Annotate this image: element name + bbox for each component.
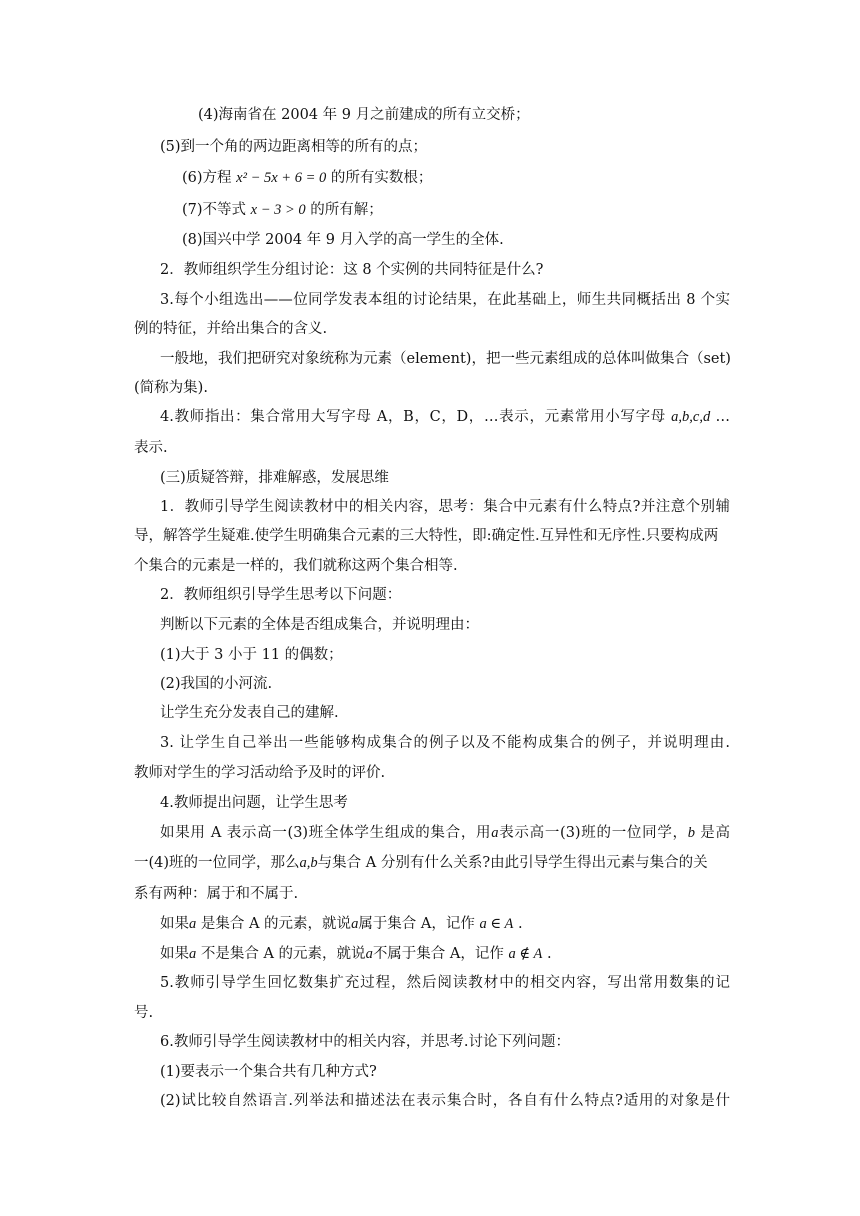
text-fragment: 属于集合 A，记作 [358,916,480,932]
text-fragment: (6)方程 [182,170,237,186]
text-line: (简称为集). [134,380,208,396]
text-line: 6.教师引导学生阅读教材中的相关内容，并思考.讨论下列问题： [160,1034,570,1050]
equation: a ∉ A [508,946,543,962]
text-fragment: 4.教师指出：集合常用大写字母 A，B，C，D，…表示，元素常用小写字母 [160,409,672,425]
text-line: (1)大于 3 小于 11 的偶数； [160,647,343,663]
text-line: 系有两种：属于和不属于. [134,886,299,902]
text-line: (1)要表示一个集合共有几种方式? [160,1064,377,1080]
text-line: (8)国兴中学 2004 年 9 月入学的高一学生的全体. [182,232,504,248]
text-fragment: 是高 [694,825,731,841]
text-line: (2)我国的小河流. [160,676,273,692]
variable: a [351,916,359,932]
text-line: 例的特征，并给出集合的含义. [134,321,328,337]
text-fragment: 如果 [160,916,189,932]
text-line-with-equation [134,855,708,871]
text-line-with-equation [160,917,523,932]
text-line: 一般地，我们把研究对象统称为元素（element)，把一些元素组成的总体叫做集合（set) [160,351,731,367]
variable: a [365,946,373,962]
equation: x² − 5x + 6 = 0 [236,170,327,186]
variable: b [687,825,695,841]
text-fragment: … [710,409,731,425]
text-line: 让学生充分发表自己的建解. [160,705,339,721]
text-line: 3. 让学生自己举出一些能够构成集合的例子以及不能构成集合的例子，并说明理由. [160,735,730,751]
equation: a,b,c,d [671,409,711,425]
text-line-with-equation [160,947,552,962]
variable: a,b [299,855,318,871]
text-line: 2．教师组织引导学生思考以下问题： [160,587,402,603]
variable: a [491,825,499,841]
variable: a [189,946,197,962]
text-line: (5)到一个角的两边距离相等的所有的点； [160,139,428,155]
text-fragment: 如果用 A 表示高一(3)班全体学生组成的集合，用 [160,825,492,841]
section-heading: (三)质疑答辩，排难解惑，发展思维 [160,470,389,486]
text-line: 表示. [134,440,168,456]
text-line: (4)海南省在 2004 年 9 月之前建成的所有立交桥； [198,107,530,123]
text-fragment: . [513,916,523,932]
text-line: 4.教师提出问题，让学生思考 [160,795,348,811]
text-fragment: (7)不等式 [182,202,251,218]
text-line: 判断以下元素的全体是否组成集合，并说明理由： [160,617,479,633]
text-fragment: 一(4)班的一位同学，那么 [134,855,300,871]
text-fragment: 不是集合 A 的元素，就说 [196,946,366,962]
variable: a [189,916,197,932]
text-line: 1．教师引导学生阅读教材中的相关内容，思考：集合中元素有什么特点?并注意个别辅 [160,499,730,515]
text-fragment: 与集合 A 分别有什么关系?由此引导学生得出元素与集合的关 [317,855,708,871]
text-line: 导，解答学生疑难.使学生明确集合元素的三大特性，即:确定性.互异性和无序性.只要构成两 [134,528,719,544]
text-fragment: 的所有解； [305,202,383,218]
text-fragment: 表示高一(3)班的一位同学， [498,825,688,841]
text-line: (2)试比较自然语言.列举法和描述法在表示集合时，各自有什么特点?适用的对象是什 [160,1093,730,1109]
text-line-with-equation [160,826,730,841]
text-fragment: 是集合 A 的元素，就说 [196,916,352,932]
text-line: 教师对学生的学习活动给予及时的评价. [134,765,386,781]
text-fragment: 的所有实数根； [326,170,433,186]
equation: a ∈ A [479,916,514,932]
text-line-with-equation [182,203,383,218]
text-fragment: 如果 [160,946,189,962]
text-line-with-equation [160,410,730,425]
text-line: 5.教师引导学生回忆数集扩充过程，然后阅读教材中的相交内容，写出常用数集的记 [160,975,730,991]
text-line: 号. [134,1005,154,1021]
text-fragment: . [542,946,552,962]
text-line: 3.每个小组选出——位同学发表本组的讨论结果，在此基础上，师生共同概括出 8 个实 [160,292,730,308]
text-line-with-equation [182,171,432,186]
equation: x − 3 > 0 [250,202,306,218]
text-fragment: 不属于集合 A，记作 [372,946,509,962]
text-line: 2．教师组织学生分组讨论：这 8 个实例的共同特征是什么? [160,262,544,278]
text-line: 个集合的元素是一样的，我们就称这两个集合相等. [134,558,458,574]
